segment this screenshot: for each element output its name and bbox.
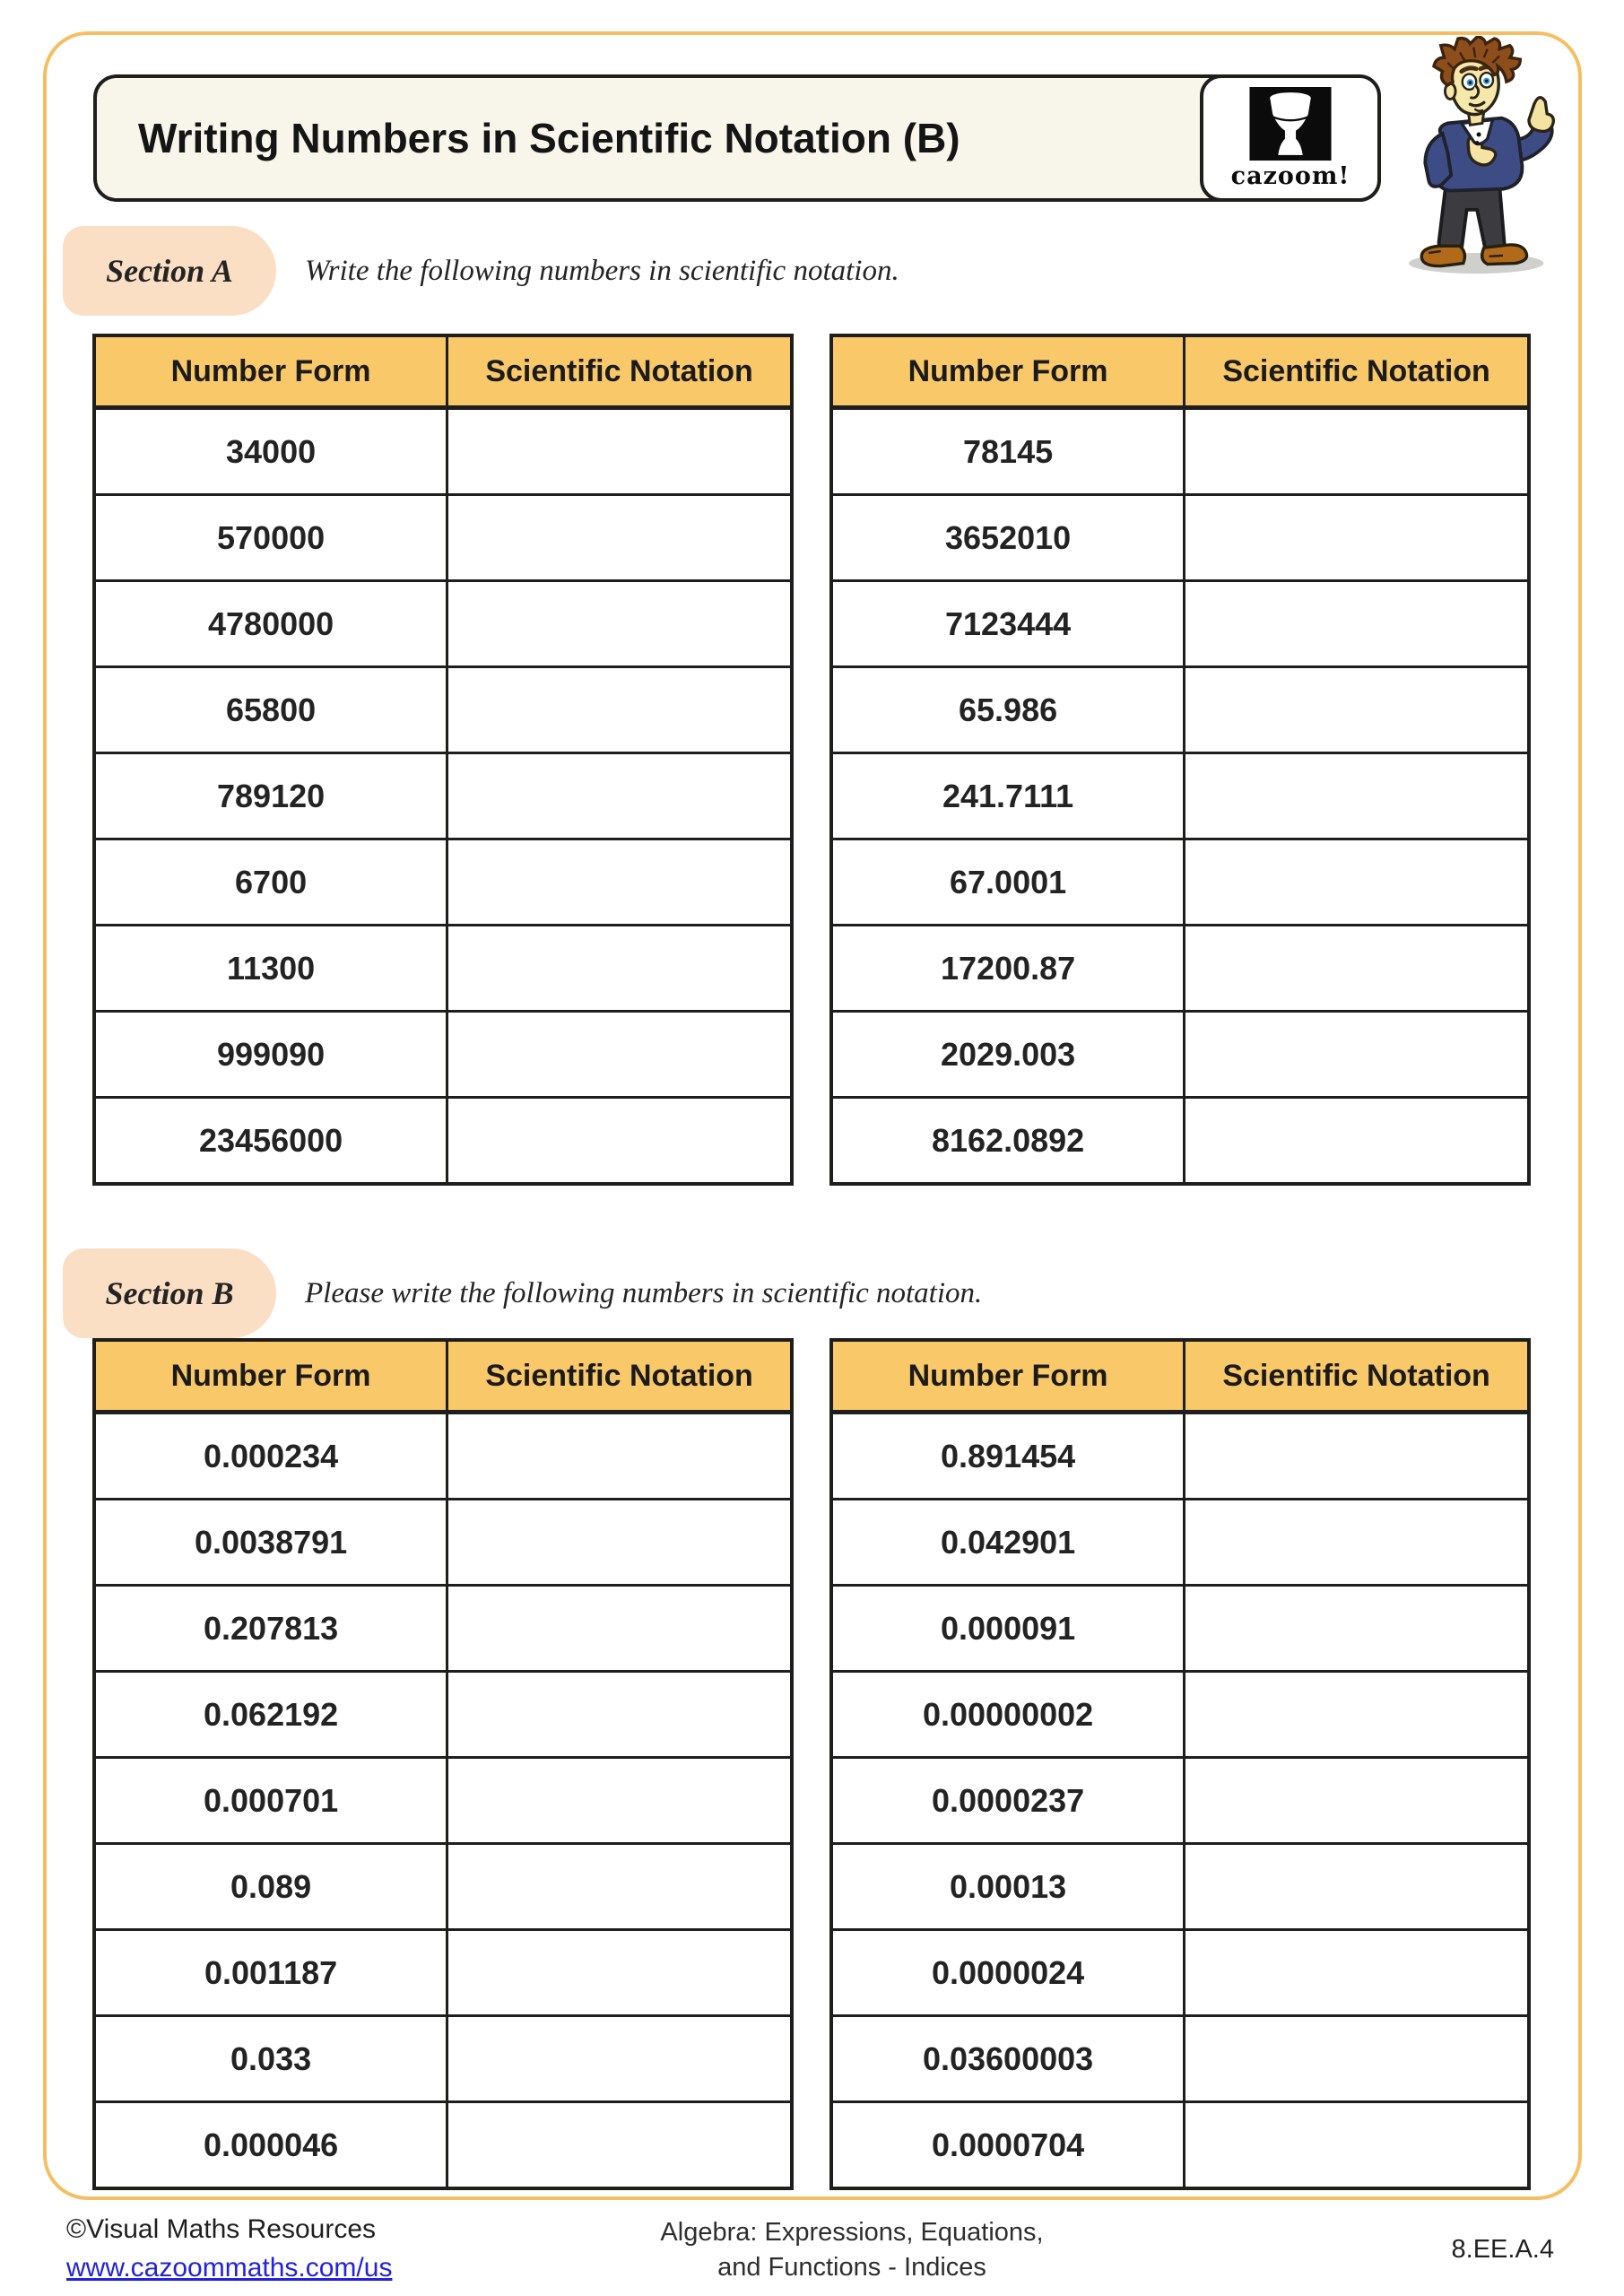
scientific-notation-answer-cell bbox=[447, 667, 792, 753]
cazoom-logo-text: cazoom! bbox=[1230, 161, 1350, 190]
scientific-notation-answer-cell bbox=[1185, 495, 1529, 581]
scientific-notation-answer-cell bbox=[447, 581, 792, 667]
number-form-cell: 4780000 bbox=[94, 581, 447, 667]
table-row bbox=[94, 667, 792, 753]
number-form-cell: 0.062192 bbox=[94, 1672, 447, 1758]
table-row bbox=[831, 1672, 1529, 1758]
number-form-cell: 0.00013 bbox=[831, 1844, 1185, 1930]
number-form-header: Number Form bbox=[831, 1340, 1185, 1413]
table-row bbox=[831, 408, 1529, 495]
number-form-cell: 0.891454 bbox=[831, 1413, 1185, 1500]
number-form-header: Number Form bbox=[831, 335, 1185, 408]
number-form-cell: 0.00000002 bbox=[831, 1672, 1185, 1758]
table-header-row bbox=[831, 335, 1529, 408]
table-row bbox=[94, 839, 792, 926]
table-row bbox=[94, 495, 792, 581]
table-row bbox=[94, 753, 792, 839]
number-form-cell: 0.03600003 bbox=[831, 2016, 1185, 2102]
section-b-table-right bbox=[829, 1338, 1531, 2190]
number-form-cell: 999090 bbox=[94, 1012, 447, 1098]
scientific-notation-answer-cell bbox=[1185, 926, 1529, 1012]
scientific-notation-header: Scientific Notation bbox=[1185, 335, 1529, 408]
cazoom-drum-icon bbox=[1247, 87, 1333, 161]
scientific-notation-answer-cell bbox=[447, 839, 792, 926]
table-row bbox=[831, 1930, 1529, 2016]
section-b-label bbox=[63, 1248, 276, 1338]
scientific-notation-answer-cell bbox=[1185, 839, 1529, 926]
table-row bbox=[831, 1012, 1529, 1098]
scientific-notation-answer-cell bbox=[1185, 2102, 1529, 2189]
table-row bbox=[94, 408, 792, 495]
section-b-table-left bbox=[92, 1338, 794, 2190]
table-row bbox=[94, 2102, 792, 2189]
table-row bbox=[831, 1413, 1529, 1500]
scientific-notation-answer-cell bbox=[447, 926, 792, 1012]
number-form-cell: 0.0038791 bbox=[94, 1500, 447, 1586]
number-form-cell: 78145 bbox=[831, 408, 1185, 495]
section-a-table-right bbox=[829, 334, 1531, 1186]
number-form-cell: 2029.003 bbox=[831, 1012, 1185, 1098]
table-header-row bbox=[94, 335, 792, 408]
scientific-notation-answer-cell bbox=[447, 1500, 792, 1586]
table-row bbox=[94, 1930, 792, 2016]
table-row bbox=[94, 1098, 792, 1185]
number-form-cell: 67.0001 bbox=[831, 839, 1185, 926]
footer-topic-line2: and Functions - Indices bbox=[717, 2253, 986, 2283]
scientific-notation-answer-cell bbox=[1185, 667, 1529, 753]
scientific-notation-answer-cell bbox=[1185, 1413, 1529, 1500]
number-form-header: Number Form bbox=[94, 1340, 447, 1413]
number-form-cell: 241.7111 bbox=[831, 753, 1185, 839]
section-b-instruction: Please write the following numbers in scientific notation. bbox=[305, 1276, 983, 1309]
copyright-text: ©Visual Maths Resources bbox=[66, 2214, 377, 2244]
table-row bbox=[831, 2102, 1529, 2189]
scientific-notation-answer-cell bbox=[1185, 1098, 1529, 1185]
scientific-notation-answer-cell bbox=[447, 2102, 792, 2189]
table-row bbox=[94, 1758, 792, 1844]
number-form-cell: 0.0000237 bbox=[831, 1758, 1185, 1844]
table-row bbox=[94, 926, 792, 1012]
number-form-cell: 11300 bbox=[94, 926, 447, 1012]
scientific-notation-answer-cell bbox=[1185, 1844, 1529, 1930]
scientific-notation-answer-cell bbox=[1185, 1758, 1529, 1844]
number-form-cell: 65800 bbox=[94, 667, 447, 753]
number-form-cell: 65.986 bbox=[831, 667, 1185, 753]
table-row bbox=[94, 1844, 792, 1930]
number-form-cell: 17200.87 bbox=[831, 926, 1185, 1012]
table-header-row bbox=[831, 1340, 1529, 1413]
title-bar bbox=[93, 74, 1381, 202]
number-form-cell: 0.0000024 bbox=[831, 1930, 1185, 2016]
number-form-header: Number Form bbox=[94, 335, 447, 408]
table-row bbox=[94, 1586, 792, 1672]
table-header-row bbox=[94, 1340, 792, 1413]
scientific-notation-answer-cell bbox=[447, 1930, 792, 2016]
scientific-notation-answer-cell bbox=[447, 753, 792, 839]
table-row bbox=[94, 1012, 792, 1098]
number-form-cell: 23456000 bbox=[94, 1098, 447, 1185]
table-row bbox=[94, 1500, 792, 1586]
table-row bbox=[831, 1098, 1529, 1185]
number-form-cell: 0.000091 bbox=[831, 1586, 1185, 1672]
table-row bbox=[94, 581, 792, 667]
table-row bbox=[831, 926, 1529, 1012]
table-row bbox=[831, 1500, 1529, 1586]
number-form-cell: 3652010 bbox=[831, 495, 1185, 581]
number-form-cell: 6700 bbox=[94, 839, 447, 926]
scientific-notation-answer-cell bbox=[1185, 753, 1529, 839]
footer-left bbox=[66, 2212, 392, 2285]
table-row bbox=[831, 839, 1529, 926]
scientific-notation-answer-cell bbox=[447, 1758, 792, 1844]
number-form-cell: 0.033 bbox=[94, 2016, 447, 2102]
number-form-cell: 0.000046 bbox=[94, 2102, 447, 2189]
scientific-notation-answer-cell bbox=[1185, 1930, 1529, 2016]
scientific-notation-answer-cell bbox=[447, 1012, 792, 1098]
page-title: Writing Numbers in Scientific Notation (B) bbox=[138, 115, 960, 161]
number-form-cell: 34000 bbox=[94, 408, 447, 495]
section-a-table-left bbox=[92, 334, 794, 1186]
standard-code: 8.EE.A.4 bbox=[1451, 2235, 1554, 2264]
scientific-notation-answer-cell bbox=[447, 495, 792, 581]
section-b-label-text: Section B bbox=[105, 1275, 234, 1311]
footer-topic-line1: Algebra: Expressions, Equations, bbox=[660, 2218, 1044, 2247]
scientific-notation-answer-cell bbox=[447, 2016, 792, 2102]
scientific-notation-header: Scientific Notation bbox=[447, 1340, 792, 1413]
number-form-cell: 789120 bbox=[94, 753, 447, 839]
section-a-label-text: Section A bbox=[106, 253, 233, 289]
number-form-cell: 7123444 bbox=[831, 581, 1185, 667]
scientific-notation-header: Scientific Notation bbox=[1185, 1340, 1529, 1413]
section-a-instruction: Write the following numbers in scientific notation. bbox=[305, 254, 899, 287]
number-form-cell: 0.000701 bbox=[94, 1758, 447, 1844]
scientific-notation-answer-cell bbox=[1185, 1672, 1529, 1758]
scientific-notation-answer-cell bbox=[1185, 1500, 1529, 1586]
scientific-notation-header: Scientific Notation bbox=[447, 335, 792, 408]
student-mascot-illustration bbox=[1385, 36, 1576, 280]
scientific-notation-answer-cell bbox=[447, 1413, 792, 1500]
scientific-notation-answer-cell bbox=[1185, 1586, 1529, 1672]
table-row bbox=[831, 1844, 1529, 1930]
cazoommaths-link[interactable]: www.cazoommaths.com/us bbox=[66, 2253, 393, 2283]
scientific-notation-answer-cell bbox=[447, 1586, 792, 1672]
number-form-cell: 0.001187 bbox=[94, 1930, 447, 2016]
table-row bbox=[831, 581, 1529, 667]
scientific-notation-answer-cell bbox=[1185, 581, 1529, 667]
table-row bbox=[831, 753, 1529, 839]
number-form-cell: 0.207813 bbox=[94, 1586, 447, 1672]
table-row bbox=[831, 1758, 1529, 1844]
table-row bbox=[94, 2016, 792, 2102]
number-form-cell: 8162.0892 bbox=[831, 1098, 1185, 1185]
scientific-notation-answer-cell bbox=[447, 1098, 792, 1185]
table-row bbox=[831, 667, 1529, 753]
table-row bbox=[94, 1413, 792, 1500]
scientific-notation-answer-cell bbox=[447, 1672, 792, 1758]
number-form-cell: 0.042901 bbox=[831, 1500, 1185, 1586]
number-form-cell: 570000 bbox=[94, 495, 447, 581]
number-form-cell: 0.089 bbox=[94, 1844, 447, 1930]
table-row bbox=[831, 2016, 1529, 2102]
footer-topic bbox=[448, 2215, 1255, 2285]
section-a-label bbox=[63, 226, 276, 316]
scientific-notation-answer-cell bbox=[447, 1844, 792, 1930]
table-row bbox=[94, 1672, 792, 1758]
scientific-notation-answer-cell bbox=[447, 408, 792, 495]
table-row bbox=[831, 1586, 1529, 1672]
scientific-notation-answer-cell bbox=[1185, 408, 1529, 495]
scientific-notation-answer-cell bbox=[1185, 1012, 1529, 1098]
cazoom-logo bbox=[1200, 74, 1381, 202]
number-form-cell: 0.000234 bbox=[94, 1413, 447, 1500]
number-form-cell: 0.0000704 bbox=[831, 2102, 1185, 2189]
scientific-notation-answer-cell bbox=[1185, 2016, 1529, 2102]
table-row bbox=[831, 495, 1529, 581]
